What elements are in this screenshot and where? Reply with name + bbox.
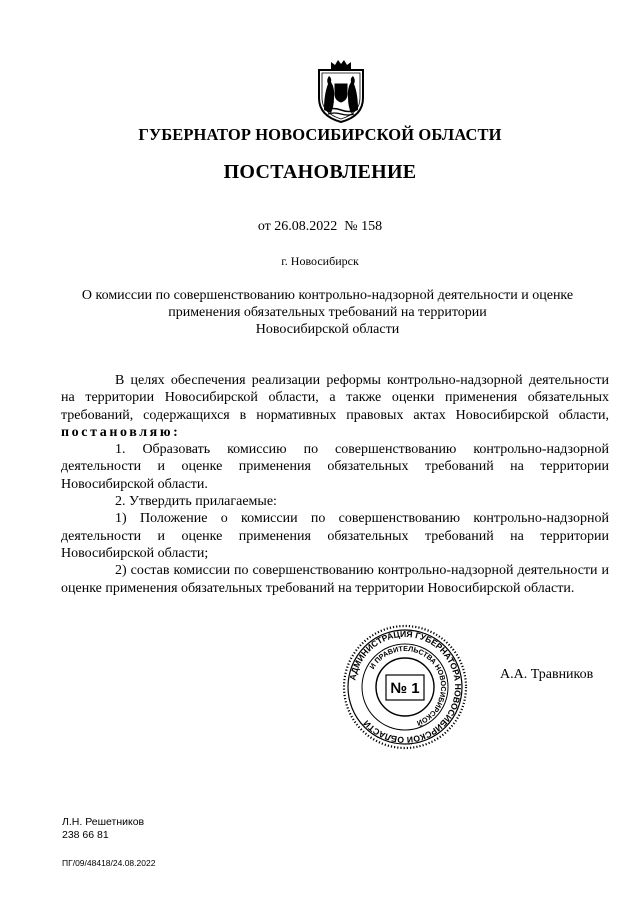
- document-kind: ПОСТАНОВЛЕНИЕ: [223, 161, 417, 183]
- preamble-text: В целях обеспечения реализации реформы контрольно-надзорной деятельности на территории Новосибирской области, а также оценки применения обязательных требований, содержащихся в нормативных правовых актах Новосибирской области,: [61, 373, 609, 423]
- document-city: г. Новосибирск: [281, 254, 359, 268]
- signer-name: А.А. Травников: [500, 667, 594, 682]
- preamble-paragraph: [61, 372, 609, 441]
- executor-block: [62, 816, 144, 842]
- executor-phone: 238 66 81: [62, 829, 109, 841]
- item-2-paragraph: 2. Утвердить прилагаемые:: [115, 494, 277, 510]
- seal-number: № 1: [390, 680, 420, 697]
- coat-of-arms-icon: [314, 58, 368, 124]
- seal-outer-text: АДМИНИСТРАЦИЯ ГУБЕРНАТОРА НОВОСИБИРСКОЙ ОБЛАСТИ: [347, 628, 464, 746]
- item-1-paragraph: 1. Образовать комиссию по совершенствованию контрольно-надзорной деятельности и оценке применения обязательных требований на территории Новосибирской области.: [61, 442, 609, 492]
- seal-inner-text: И ПРАВИТЕЛЬСТВА НОВОСИБИРСКОЙ: [367, 643, 449, 728]
- official-seal: [342, 624, 468, 750]
- registration-code: ПГ/09/48418/24.08.2022: [62, 858, 156, 868]
- decree-word: постановляю:: [61, 424, 181, 440]
- org-title: ГУБЕРНАТОР НОВОСИБИРСКОЙ ОБЛАСТИ: [138, 125, 502, 144]
- document-date-number: от 26.08.2022 № 158: [257, 219, 383, 234]
- subject-line-3: Новосибирской области: [255, 322, 400, 337]
- document-body: [61, 372, 609, 597]
- subject-line-1: О комиссии по совершенствованию контрольно-надзорной деятельности и оценке: [81, 288, 574, 303]
- executor-name: Л.Н. Решетников: [62, 816, 145, 828]
- item-2-1-paragraph: 1) Положение о комиссии по совершенствованию контрольно-надзорной деятельности и оценке применения обязательных требований на территории Новосибирской области;: [61, 511, 609, 561]
- document-subject: [60, 287, 595, 338]
- item-2-2-paragraph: 2) состав комиссии по совершенствованию контрольно-надзорной деятельности и оценке применения обязательных требований на территории Новосибирской области.: [61, 563, 609, 596]
- subject-line-2: применения обязательных требований на территории: [168, 305, 487, 320]
